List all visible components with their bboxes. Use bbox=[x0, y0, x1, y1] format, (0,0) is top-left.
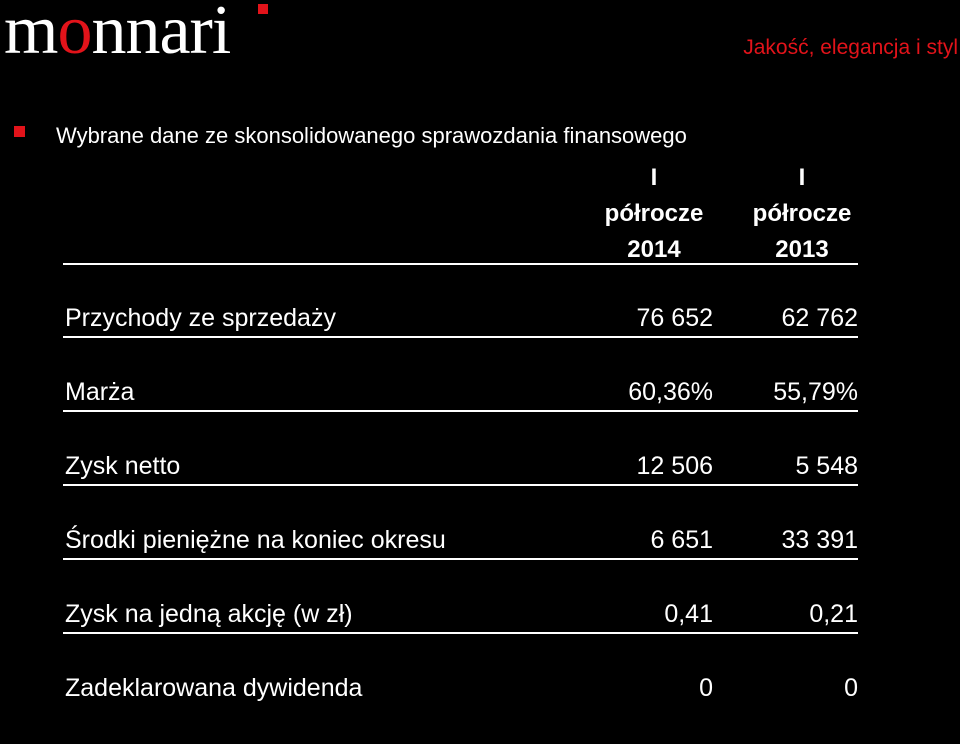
value-2014: 0 bbox=[699, 674, 713, 702]
section-title: Wybrane dane ze skonsolidowanego sprawozdania finansowego bbox=[56, 123, 687, 148]
value-2013: 62 762 bbox=[781, 304, 858, 332]
table-row bbox=[63, 596, 858, 670]
logo-red-square-mark bbox=[258, 4, 268, 14]
row-label: Przychody ze sprzedaży bbox=[65, 304, 336, 332]
row-divider bbox=[63, 632, 858, 634]
value-2013: 33 391 bbox=[781, 526, 858, 554]
row-label: Zadeklarowana dywidenda bbox=[65, 674, 363, 702]
logo-text-part-1: m bbox=[4, 0, 58, 69]
logo-text-part-2: nnari bbox=[91, 0, 231, 69]
value-2014: 60,36% bbox=[628, 378, 713, 406]
row-divider bbox=[63, 336, 858, 338]
column-header-line: I bbox=[650, 164, 658, 191]
header-divider bbox=[63, 263, 858, 265]
row-divider bbox=[63, 558, 858, 560]
value-2013: 0,21 bbox=[809, 600, 858, 628]
value-2014: 0,41 bbox=[664, 600, 713, 628]
table-row bbox=[63, 448, 858, 522]
row-label: Zysk netto bbox=[65, 452, 181, 480]
row-label: Zysk na jedną akcję (w zł) bbox=[65, 600, 353, 628]
monnari-logo bbox=[4, 0, 231, 69]
bullet-square-icon bbox=[14, 126, 25, 137]
value-2014: 76 652 bbox=[636, 304, 713, 332]
value-2014: 12 506 bbox=[636, 452, 713, 480]
column-header-line: 2013 bbox=[775, 236, 829, 263]
value-2013: 55,79% bbox=[773, 378, 858, 406]
logo-text-accent: o bbox=[57, 0, 92, 69]
table-row bbox=[63, 300, 858, 374]
value-2013: 5 548 bbox=[795, 452, 858, 480]
financial-data-table bbox=[63, 300, 858, 744]
column-header-2014 bbox=[584, 160, 724, 268]
table-row bbox=[63, 670, 858, 744]
row-label: Środki pieniężne na koniec okresu bbox=[65, 526, 446, 554]
table-row bbox=[63, 522, 858, 596]
column-header-line: I bbox=[798, 164, 806, 191]
tagline: Jakość, elegancja i styl bbox=[743, 36, 958, 59]
value-2013: 0 bbox=[844, 674, 858, 702]
column-header-line: 2014 bbox=[627, 236, 681, 263]
value-2014: 6 651 bbox=[650, 526, 713, 554]
row-label: Marża bbox=[65, 378, 135, 406]
column-header-2013 bbox=[732, 160, 872, 268]
row-divider bbox=[63, 410, 858, 412]
row-divider bbox=[63, 484, 858, 486]
column-header-line: półrocze bbox=[752, 200, 852, 227]
column-header-line: półrocze bbox=[604, 200, 704, 227]
table-row bbox=[63, 374, 858, 448]
